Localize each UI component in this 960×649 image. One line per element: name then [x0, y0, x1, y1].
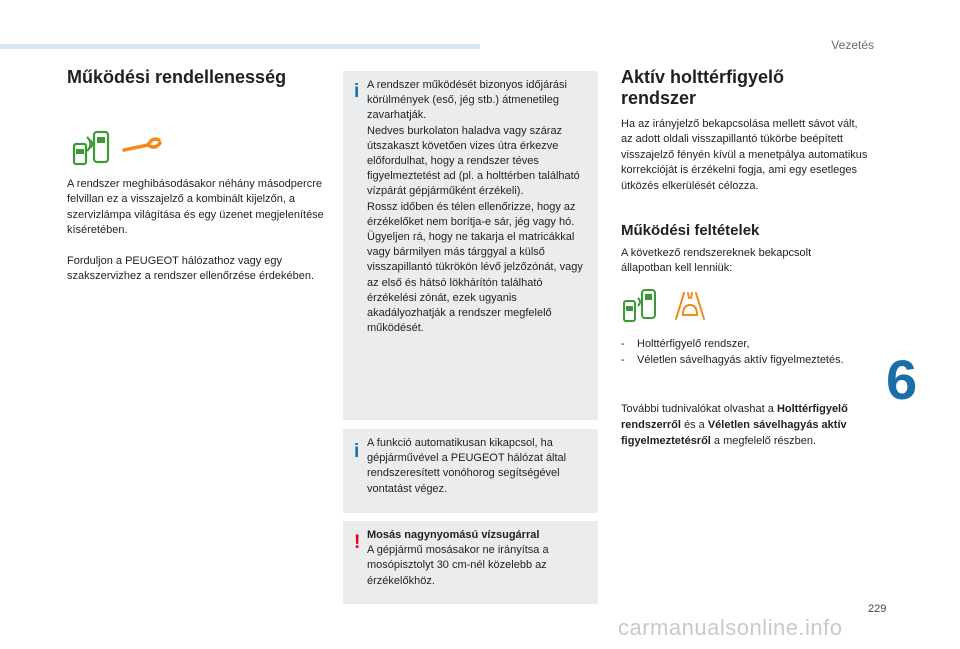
info-box-weather	[343, 71, 598, 420]
ref-lane-departure: Véletlen sávelhagyás aktív figyelmeztetésről	[621, 419, 847, 447]
fault-paragraph-2: Forduljon a PEUGEOT hálózathoz vagy egy szakszervizhez a rendszer ellenőrzése érdekében.	[67, 255, 315, 283]
section-title: Aktív holttérfigyelő rendszer	[621, 67, 785, 108]
warning-box-title: Mosás nagynyomású vízsugárral	[367, 529, 540, 541]
blind-spot-fault-icon	[72, 128, 164, 168]
intro-paragraph: Ha az irányjelző bekapcsolása mellett sávot vált, az adott oldali visszapillantó tükörbe beépített visszajelző fényén kívül a menetpálya automatikus korrekcióját is érzékelni fogja, ami egy esetleges ütközés elkerülését célozza.	[621, 118, 868, 192]
blind-spot-lane-icons	[622, 287, 708, 325]
conditions-paragraph: A következő rendszereknek bekapcsolt állapotban kell lenniük:	[621, 247, 812, 275]
info-icon: i	[354, 81, 360, 102]
section-label: Vezetés	[831, 38, 874, 52]
conditions-list	[621, 336, 844, 368]
warning-icon: !	[354, 532, 361, 553]
info-icon: i	[354, 441, 360, 462]
watermark: carmanualsonline.info	[618, 615, 843, 640]
warning-box-text: A gépjármű mosásakor ne irányítsa a mosópisztolyt 30 cm-nél közelebb az érzékelőkhöz.	[367, 544, 549, 587]
list-item: - Holttérfigyelő rendszer,	[621, 336, 844, 352]
info-box-weather-text: A rendszer működését bizonyos időjárási körülmények (eső, jég stb.) átmenetileg zavarhatják. Nedves burkolaton haladva vagy száraz útszakaszt követően vizes útra érkezve előfordulhat, hogy a rendszer téves figyelmeztetést ad (pl. a holttérben található vízpárát gépjárműként érzékeli). Rossz időben és télen ellenőrizze, hogy az érzékelőket nem borítja-e sár, jég vagy hó. Ügyeljen rá, hogy ne takarja el matricákkal vagy bármilyen más tárggyal a külső visszapillantó tükrökön lévő jelzőzónát, vagy az első és hátsó lökhárítón található érzékelési zónát, ezek ugyanis akadályozhatják a rendszer megfelelő működését.	[367, 79, 583, 335]
subsection-title: Működési feltételek	[621, 222, 760, 239]
warning-box-washing	[343, 521, 598, 604]
more-info-paragraph: További tudnivalókat olvashat a Holttérfigyelő rendszerről és a Véletlen sávelhagyás aktív figyelmeztetésről a megfelelő részben.	[621, 403, 848, 447]
fault-paragraph-1: A rendszer meghibásodásakor néhány másodpercre felvillan ez a visszajelző a kombinált kijelzőn, a szervizlámpa világítása és egy üzenet megjelenítése kíséretében.	[67, 178, 324, 237]
chapter-number: 6	[886, 348, 918, 411]
list-item: - Véletlen sávelhagyás aktív figyelmeztetés.	[621, 352, 844, 368]
header-bar	[0, 44, 480, 49]
info-box-towing-text: A funkció automatikusan kikapcsol, ha gépjárművével a PEUGEOT hálózat által rendszeresített vonóhorog segítségével vontatást végez.	[367, 437, 567, 495]
page-number: 229	[868, 603, 887, 615]
ref-blind-spot: Holttérfigyelő rendszerről	[621, 403, 848, 431]
info-box-towing	[343, 429, 598, 513]
page-title: Működési rendellenesség	[67, 67, 287, 87]
